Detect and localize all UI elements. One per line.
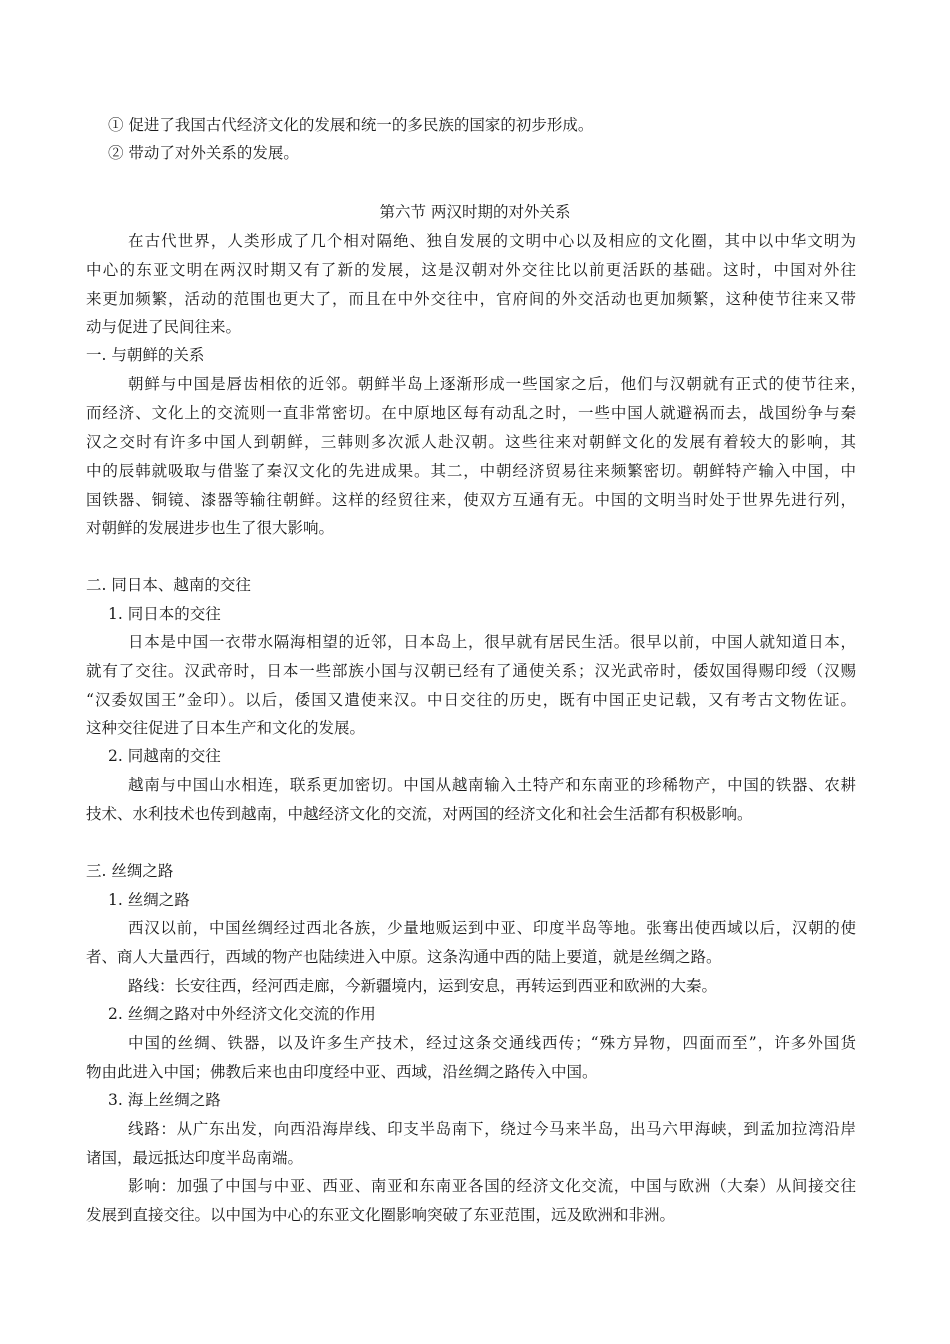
- part1-paragraph-line: 朝鲜与中国是唇齿相依的近邻。朝鲜半岛上逐渐形成一些国家之后，他们与汉朝就有正式的使节往来，: [128, 375, 866, 393]
- part1-paragraph-line: 中的辰韩就吸取与借鉴了秦汉文化的先进成果。其二，中朝经济贸易往来频繁密切。朝鲜特产输入中国，中: [86, 462, 856, 480]
- part3-sub1-route: 路线：长安往西，经河西走廊，今新疆境内，运到安息，再转运到西亚和欧洲的大秦。: [128, 977, 718, 995]
- part3-sub3-route-line: 线路：从广东出发，向西沿海岸线、印支半岛南下，绕过今马来半岛，出马六甲海峡，到孟加拉湾沿岸: [128, 1120, 856, 1138]
- part3-sub3-route-line: 诸国，最远抵达印度半岛南端。: [86, 1149, 304, 1167]
- part3-sub1-paragraph-line: 西汉以前，中国丝绸经过西北各族，少量地贩运到中亚、印度半岛等地。张骞出使西域以后，汉朝的使: [128, 919, 856, 937]
- section-title: 第六节 两汉时期的对外关系: [379, 203, 571, 221]
- part2-sub1-paragraph-line: “汉委奴国王”金印）。以后，倭国又遣使来汉。中日交往的历史，既有中国正史记载，又有考古文物佐证。: [86, 691, 856, 709]
- intro-paragraph-line: 在古代世界，人类形成了几个相对隔绝、独自发展的文明中心以及相应的文化圈，其中以中华文明为: [128, 232, 856, 250]
- part3-sub2-paragraph-line: 中国的丝绸、铁器，以及许多生产技术，经过这条交通线西传；“殊方异物，四面而至”，许多外国货: [128, 1034, 856, 1052]
- part2-sub1-paragraph-line: 就有了交往。汉武帝时，日本一些部族小国与汉朝已经有了通使关系；汉光武帝时，倭奴国得赐印绶（汉赐: [86, 662, 856, 680]
- part3-sub3-heading: 3. 海上丝绸之路: [108, 1091, 221, 1109]
- part1-heading: 一. 与朝鲜的关系: [86, 346, 205, 364]
- part2-sub1-paragraph-line: 日本是中国一衣带水隔海相望的近邻，日本岛上，很早就有居民生活。很早以前，中国人就知道日本，: [128, 633, 856, 651]
- part2-sub2-paragraph-line: 越南与中国山水相连，联系更加密切。中国从越南输入土特产和东南亚的珍稀物产，中国的铁器、农耕: [128, 776, 856, 794]
- part3-sub3-impact-line: 发展到直接交往。以中国为中心的东亚文化圈影响突破了东亚范围，远及欧洲和非洲。: [86, 1206, 676, 1224]
- part3-sub3-impact-line: 影响：加强了中国与中亚、西亚、南亚和东南亚各国的经济文化交流，中国与欧洲（大秦）从间接交往: [128, 1177, 856, 1195]
- part3-sub2-heading: 2. 丝绸之路对中外经济文化交流的作用: [108, 1005, 376, 1023]
- part1-paragraph-line: 国铁器、铜镜、漆器等输往朝鲜。这样的经贸往来，使双方互通有无。中国的文明当时处于世界先进行列，: [86, 491, 856, 509]
- part2-sub2-heading: 2. 同越南的交往: [108, 747, 221, 765]
- intro-point-2: ② 带动了对外关系的发展。: [108, 144, 299, 162]
- part1-paragraph-line: 而经济、文化上的交流则一直非常密切。在中原地区每有动乱之时，一些中国人就避祸而去，战国纷争与秦: [86, 404, 856, 422]
- intro-paragraph-line: 动与促进了民间往来。: [86, 318, 242, 336]
- part1-paragraph-line: 汉之交时有许多中国人到朝鲜，三韩则多次派人赴汉朝。这些往来对朝鲜文化的发展有着较大的影响，其: [86, 433, 856, 451]
- part2-sub2-paragraph-line: 技术、水利技术也传到越南，中越经济文化的交流，对两国的经济文化和社会生活都有积极影响。: [86, 805, 753, 823]
- part3-heading: 三. 丝绸之路: [86, 862, 174, 880]
- part3-sub2-paragraph-line: 物由此进入中国；佛教后来也由印度经中亚、西域，沿丝绸之路传入中国。: [86, 1063, 598, 1081]
- part3-sub1-paragraph-line: 者、商人大量西行，西域的物产也陆续进入中原。这条沟通中西的陆上要道，就是丝绸之路。: [86, 948, 722, 966]
- part1-paragraph-line: 对朝鲜的发展进步也生了很大影响。: [86, 519, 335, 537]
- part2-sub1-heading: 1. 同日本的交往: [108, 605, 221, 623]
- intro-point-1: ① 促进了我国古代经济文化的发展和统一的多民族的国家的初步形成。: [108, 116, 594, 134]
- part2-sub1-paragraph-line: 这种交往促进了日本生产和文化的发展。: [86, 719, 366, 737]
- intro-paragraph-line: 中心的东亚文明在两汉时期又有了新的发展，这是汉朝对外交往比以前更活跃的基础。这时，中国对外往: [86, 261, 856, 279]
- intro-paragraph-line: 来更加频繁，活动的范围也更大了，而且在中外交往中，官府间的外交活动也更加频繁，这种使节往来又带: [86, 290, 856, 308]
- part3-sub1-heading: 1. 丝绸之路: [108, 891, 190, 909]
- part2-heading: 二. 同日本、越南的交往: [86, 576, 251, 594]
